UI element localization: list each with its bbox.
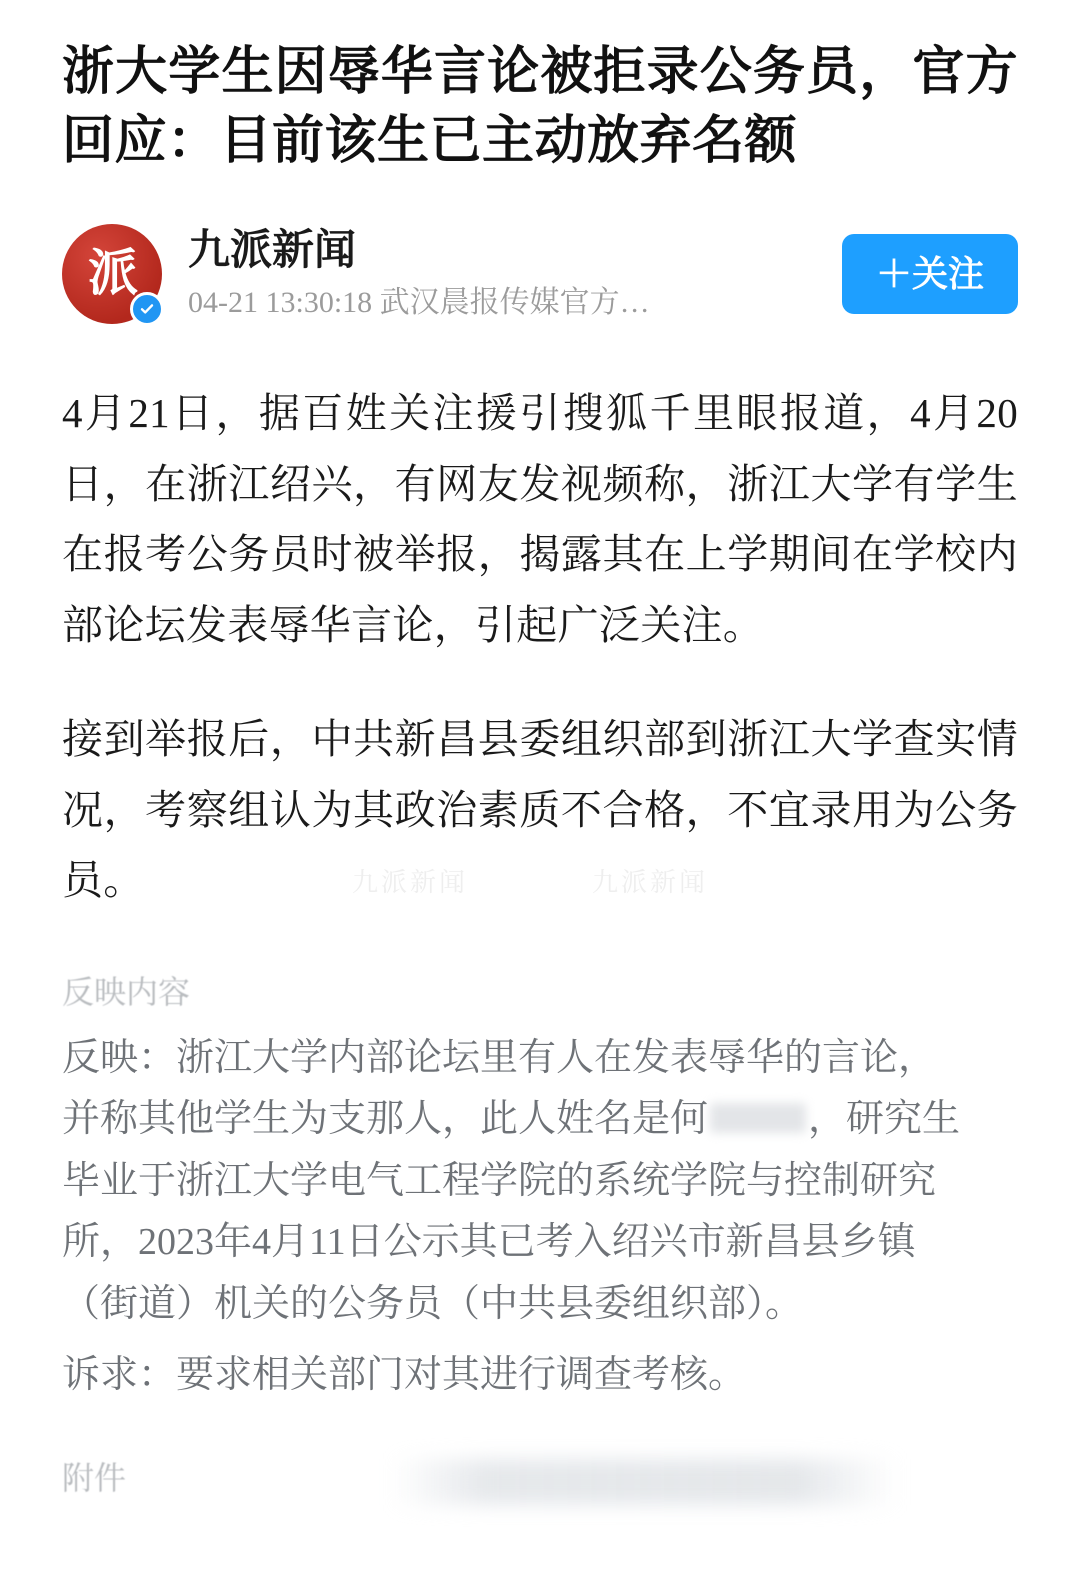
source-name[interactable]: 九派新闻 [188, 228, 357, 275]
report-demand: 诉求：要求相关部门对其进行调查考核。 [62, 1354, 747, 1397]
paragraph-2: 接到举报后，中共新昌县委组织部到浙江大学查实情况，考察组认为其政治素质不合格，不宜录用为公务员。 [62, 716, 1018, 904]
source-text [188, 227, 842, 321]
redacted-name [710, 1103, 806, 1133]
source-row [62, 222, 1018, 326]
article-body [62, 378, 1018, 916]
avatar-glyph: 派 [88, 245, 136, 302]
avatar[interactable] [62, 224, 162, 324]
source-meta: 04-21 13:30:18 武汉晨报传媒官方… [188, 286, 650, 320]
report-line-1: 反映：浙江大学内部论坛里有人在发表辱华的言论， [62, 1036, 937, 1079]
report-line-2 [62, 1089, 1018, 1151]
report-body [62, 1028, 1018, 1336]
follow-button[interactable]: ＋关注 [842, 234, 1018, 314]
report-attachment-label: 附件 [62, 1459, 127, 1496]
report-screenshot-card [62, 972, 1018, 1499]
report-line-2-text: 并称其他学生为支那人，此人姓名是何 [62, 1098, 709, 1141]
watermark-2: 九派新闻 [592, 867, 709, 897]
watermark-1: 九派新闻 [352, 867, 469, 897]
report-line-2-tail: ，研究生 [808, 1098, 961, 1141]
paragraph-1: 4月21日，据百姓关注援引搜狐千里眼报道，4月20日，在浙江绍兴，有网友发视频称，浙江大学有学生在报考公务员时被举报，揭露其在上学期间在学校内部论坛发表辱华言论，引起广泛关注。 [62, 390, 1018, 648]
page-title: 浙大学生因辱华言论被拒录公务员，官方回应：目前该生已主动放弃名额 [62, 44, 1018, 171]
report-line-4: 所，2023年4月11日公示其已考入绍兴市新昌县乡镇 [62, 1221, 916, 1264]
report-line-3: 毕业于浙江大学电气工程学院的系统学院与控制研究 [62, 1159, 937, 1202]
report-line-5: （街道）机关的公务员（中共县委组织部）。 [62, 1282, 804, 1325]
report-section-label: 反映内容 [62, 973, 191, 1010]
verified-check-icon [130, 292, 164, 326]
